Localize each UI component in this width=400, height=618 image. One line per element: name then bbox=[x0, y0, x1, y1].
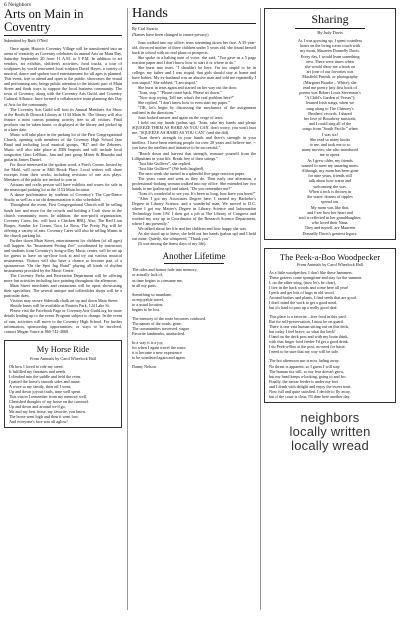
poem-stanza bbox=[132, 292, 256, 312]
poem-line: Brothers' records, I shared bbox=[308, 110, 352, 116]
poem-line: for nine years, friends still bbox=[308, 173, 352, 179]
poem-line: These grazers come springtime and stay for the summer. bbox=[269, 274, 363, 280]
poem-stanza bbox=[132, 316, 256, 336]
paragraph: "Just like Gulliver!" (We both laughed). bbox=[138, 165, 205, 171]
poem-line: to be wondered again and again. bbox=[132, 355, 186, 361]
poem-line: the water, dozens of ripples bbox=[307, 194, 353, 200]
poem-line: her love of Broadway musicals, bbox=[303, 116, 357, 122]
poem-line: with that finger food feeder I'd get a good drink. bbox=[269, 339, 349, 345]
poem-line: I live in the back woods and come here all year! bbox=[269, 284, 349, 290]
paragraph: We talked about her life and her children and how happy she was. bbox=[138, 226, 248, 232]
poem-line: as enjoyable travel, bbox=[132, 296, 165, 302]
paragraph: (It was among the finest days of my life). bbox=[138, 241, 207, 247]
tagline-line: locally wread bbox=[291, 437, 369, 453]
poem-line: but it's hard to pass up a really good deal. bbox=[269, 305, 338, 311]
poem-line: Cherished thoughts of my horse on the carousel. bbox=[9, 399, 90, 404]
poem-line: I land on the deck post and with my brain think, bbox=[269, 334, 349, 340]
paragraph: "Joan it's wonderful to see you. It's been so long, how have you been?" bbox=[138, 190, 256, 196]
article-body-arts bbox=[4, 46, 122, 334]
paragraph: The next week she turned in a splendid five-page reaction paper. bbox=[138, 170, 245, 176]
poem-box-horse bbox=[4, 340, 122, 429]
poem-line: The communities traversed, vague. bbox=[132, 325, 191, 331]
paragraph: As she stood up to leave, she held out her hands (palms up) and I held out mine. Quietly, she whispered, "Thank you". bbox=[132, 231, 256, 242]
paragraph: Main Street merchants and restaurants will be open, showcasing their specialties. The several antique and collectibles shops will be a particular draw. bbox=[4, 283, 122, 299]
subtitle-hands: (Names have been changed to insure privacy) bbox=[132, 31, 209, 37]
poem-line: The memory of the route becomes confused. bbox=[132, 315, 206, 321]
paragraph: A dance performance by students of Coventry's The Can-Dance Studio as well as a tai chi demonstration is also scheduled. bbox=[4, 192, 122, 203]
poem-line: and I drink with delight and enjoy the sweet treat. bbox=[269, 383, 352, 389]
poem-another-lifetime bbox=[132, 251, 256, 369]
poem-line: (Margaret Bourke – White); she bbox=[303, 79, 357, 85]
poem-line: The horse went high and then it went low, bbox=[9, 414, 79, 420]
paragraph: The Coventry Arts Guild will host its Annual Members Art Show at the Booth & Dimock Library at 1134 Main St. The library will also feature a mini canvas painting activity free to all visitors. Final products can be taken home, or displayed at the library and picked up at a later date. bbox=[4, 106, 122, 132]
poem-line: My mom was like that, bbox=[310, 204, 350, 210]
poem-line: welcoming she was. bbox=[313, 183, 347, 189]
poem-line: As I was growing up, I spent countless bbox=[297, 38, 363, 43]
paragraph: Artisans and crafts person will have exhibits and wares for sale in the municipal parking lot at the 1153 Main location. bbox=[4, 182, 122, 193]
poem-line: my mom, Maureen Donnelly Davis. bbox=[300, 48, 360, 54]
poem-title-lifetime: Another Lifetime bbox=[162, 251, 226, 262]
poem-line: it is become a new experience bbox=[132, 350, 182, 356]
poem-line: I, on the other wing, (now let's be clear), bbox=[269, 279, 337, 285]
poem-line: I need to be sure that my way will be safe. bbox=[269, 349, 340, 355]
poem-line: Although, my mom has been gone bbox=[301, 168, 359, 174]
poem-line: This vision I remember from my memory well, bbox=[9, 393, 88, 399]
poem-line: It fulfilled my fantasies and needs. bbox=[9, 368, 67, 374]
poem-line: new. There were times when bbox=[306, 58, 354, 64]
poem-line: As I grew older, my friends bbox=[307, 157, 353, 163]
byline-hands: By Carl Swartz bbox=[132, 25, 158, 31]
poem-box-woodpecker bbox=[264, 248, 396, 403]
poem-line: Up and down and around we'd go, bbox=[9, 404, 66, 410]
poem-line: spread out. bbox=[320, 199, 340, 205]
paragraph: I held out my hands (palms up). "Joan, take my hands and please SQUEEZE THEM AS HARD AS YOU CAN. don't worry, you won't hurt me. "SQUEEZE AS HARD AS YOU CAN" (and she did). bbox=[132, 120, 256, 136]
poem-line: poems was Robert Louis Stevenson's bbox=[299, 90, 361, 96]
poem-line: to me, and took me to so bbox=[309, 142, 351, 148]
poem-line: There is one vast human sitting out on this deck, bbox=[269, 324, 350, 330]
title-rule bbox=[4, 35, 122, 36]
paragraph: The Coventry Parks and Recreation Department will be offering more fun activities including face painting throughout the afternoon. bbox=[4, 273, 122, 284]
paragraph: Throughout the event, First Congregational Church will be selling funds fare and more for the crowds and holding a Craft show in the church community room. In addition, the non-profit organization, Coventry Cares, Inc. will host a Chicken BBQ. Also, The Red Lion Burger, Sundae Ice Cream, Taco La Rosa, The Pretty Pig will be offering a variety of eats. Coventry Cares will also be selling Mums in the church parking lot. bbox=[4, 202, 122, 238]
tagline-block bbox=[264, 411, 396, 453]
byline-sharing: By Judy Davis bbox=[317, 30, 343, 35]
poem-line: art (one of our favorites was bbox=[306, 69, 354, 75]
poem-box-sharing bbox=[264, 8, 396, 240]
paragraph: She spoke in a halting tone of voice, she said, "You gave us a 5 page reaction paper and I don't know how to start it or where to do." bbox=[132, 54, 256, 65]
poem-line: hours on the living room couch with bbox=[299, 43, 361, 49]
poem-line: Donnelly Davis's greatest legacy. bbox=[302, 230, 358, 236]
poem-line: or actually lack of, bbox=[132, 272, 164, 278]
byline-woodpecker: From Animals by Carol Wheelock Hall bbox=[297, 261, 363, 267]
poem-line: The human sits still, so my fear doesn't grow, bbox=[269, 368, 344, 374]
poem-line: to a usual location, bbox=[132, 301, 164, 307]
poem-line: The rides and humor fade into memory, bbox=[132, 267, 198, 273]
paragraph: She burst into tears. "I shouldn't be here. I'm too stupid to be in college; my father and I was stupid, that girls should stay at home and have babies. My ex-husband was an abusive man and told me repeatedly I was stupid." She sobbed, "I am stupid." bbox=[132, 64, 256, 85]
poem-line: learned Irish songs, when we bbox=[305, 100, 355, 106]
poem-line: She read so many books bbox=[309, 136, 351, 142]
poem-body-horse bbox=[9, 364, 117, 425]
poem-line: soul is reflected in her granddaughter, bbox=[298, 214, 362, 220]
poem-line: Maxfield Parrish, or photography bbox=[302, 74, 358, 80]
poem-line: I do Peek-a-Boo at the post, no need for haste. bbox=[269, 344, 346, 350]
poem-line: As a little woodpecker, I don't like these hammers. bbox=[269, 269, 353, 275]
poem-line: me to opera. bbox=[319, 152, 341, 158]
poem-line: in all my parts. bbox=[132, 282, 157, 288]
paragraph: Visitors may secure Sidewalk chalk art up and down Main Street. bbox=[10, 298, 119, 304]
tagline-line: neighbors bbox=[300, 409, 360, 425]
poem-line: sang along to The Chancey's bbox=[306, 105, 354, 111]
poem-line: talk about how warm and bbox=[308, 178, 352, 184]
paragraph: "Reach down and harvest that strength, reassure yourself from the Lilliputians in your life. Break free of their strings." bbox=[132, 150, 256, 161]
byline-arts: Submitted by Ruth O'Neil bbox=[4, 38, 48, 43]
poem-line: "A Child's Garden of Verses"); bbox=[304, 95, 356, 101]
paragraph: Shuttle buses will be available at Patriots Park, 124 Lake St. bbox=[10, 303, 110, 309]
title-rule bbox=[132, 23, 256, 24]
tagline-line: locally written bbox=[289, 423, 371, 439]
poem-line: but my head keeps a-looking, going to and fro. bbox=[269, 373, 347, 379]
poem-line: No threat is apparent, so I guess I will stay. bbox=[269, 363, 341, 369]
poem-line: Favorite landmarks, unattached. bbox=[132, 330, 186, 336]
poem-title-sharing: Sharing bbox=[311, 12, 349, 26]
poem-line: Finally, the nectar feeder is under my feet bbox=[269, 378, 338, 384]
poem-line: as time begins to consume me, bbox=[132, 277, 183, 283]
poem-title-horse: My Horse Ride bbox=[36, 343, 90, 354]
poem-author-lifetime: Danny Nelson bbox=[132, 364, 156, 370]
paragraph: "Now stop crying. Tell me, what's the real problem here?" bbox=[138, 95, 235, 101]
article-body-hands bbox=[132, 40, 256, 247]
poem-line: Now full and quite satisfied, I decide to fly away, bbox=[269, 388, 351, 394]
poem-line: This place is a favorite....free food in this yard. bbox=[269, 314, 347, 320]
paragraph: "Just like Gulliver", she replied. bbox=[138, 160, 192, 166]
paragraph: "OK, let's begin by discussing the mechanics of the assignment outlined in the directions." bbox=[132, 105, 256, 116]
column-left bbox=[4, 8, 122, 618]
poem-line: Around bushes and plants, I find seeds that are good. bbox=[269, 294, 357, 300]
paragraph: "After I got my Associates Degree here, I earned my Bachelor's Degree in Library Science, and a wonderful man. We moved to D.C. where I got my Master's Degree in Library Science and Information Technology from GW. I then got a job at The Library of Congress and worked my way up to Coordinator of the Research Science Department, where I am presently." bbox=[132, 195, 256, 227]
column-divider bbox=[127, 8, 128, 610]
title-rule bbox=[164, 263, 224, 264]
poem-stanza bbox=[132, 340, 256, 360]
poem-line: But for self-preservation, I must be on guard. bbox=[269, 319, 344, 325]
poem-line: and I see how her heart and bbox=[307, 209, 353, 215]
paragraph: She replied, "I don't know how to even start my paper." bbox=[138, 100, 230, 106]
paragraph: For those interested in the spoken word, a Poet's Corner, hosted by Joe Mohl, will occur at Mill Brook Place. Local writers will share excerpts from their works, including revisions of one acts plays. Members of the public are invited to join in. bbox=[4, 162, 122, 183]
poem-line: In a way it is a joy, bbox=[132, 339, 164, 345]
paragraph: The years came and went as they do. Then early one afternoon, a professional-looking woman walked into my office. She extended her two hands to me (palms up) and asked, "Do you remember me?" bbox=[132, 175, 256, 191]
poem-line: wanted to meet my amazing mom. bbox=[301, 162, 359, 168]
poem-line: I climbed into the saddle and held the reins. bbox=[9, 373, 82, 379]
paragraph: "Joan there's strength in your hands and there's strength in your intellect. I have been meeting people for over 20 years and believe me, -- you have the intellect and initiative to be successful." bbox=[132, 135, 256, 151]
poem-byline-horse: From Animals by Carol Wheelock Hall bbox=[30, 355, 96, 361]
poem-line: Up and down joyous trails, time well spent. bbox=[9, 388, 82, 394]
poem-line: And everyone's face was all aglow! bbox=[9, 419, 68, 425]
poem-line: begins to be lost. bbox=[132, 306, 161, 312]
column-divider bbox=[260, 8, 261, 610]
poem-line: she would show me a book on bbox=[304, 64, 356, 70]
poem-line: read me poetry (my first book of bbox=[302, 84, 358, 90]
poem-line: many movies; she also introduced bbox=[301, 147, 359, 153]
column-middle bbox=[132, 8, 256, 618]
paragraph: Music will take place in the parking lot of the First Congregational Church, opening with members of the Coventry High School Jazz Band and including local musical groups, "B2" and the Zebones. Music will also take place at JDB Imports and will include local songwriter Gino LeBlanc, Jam and jazz group Mister & Rhumba and guitarist James Daniel. bbox=[4, 131, 122, 163]
poem-line: The hot afternoon sun is now fading away. bbox=[269, 358, 340, 364]
poem-line: When a rock is thrown in bbox=[309, 188, 351, 194]
column-right bbox=[264, 8, 396, 618]
poem-line: Every day, I would learn something bbox=[300, 53, 360, 59]
poem-body-woodpecker bbox=[269, 270, 391, 399]
poem-line: Something so mundane, bbox=[132, 291, 172, 297]
poem-stanza bbox=[132, 267, 256, 287]
poem-line: The names of the roads, gone. bbox=[132, 320, 182, 326]
poem-line: A wave to my family, then off I went, bbox=[9, 383, 72, 389]
poem-line: but today I feel brave, so what the heck! bbox=[269, 329, 336, 335]
poem-line: I peck and get bits of bugs in old wood. bbox=[269, 289, 335, 295]
poem-title-woodpecker: The Peek-a-Boo Woodpecker bbox=[279, 251, 381, 262]
poem-line: Oh how I loved to ride my steed. bbox=[9, 363, 64, 369]
poem-body-sharing bbox=[269, 38, 391, 236]
poem-line: but if the coast is clear, I'll dine here another day. bbox=[269, 393, 351, 399]
poem-line: for when I again travel the route, bbox=[132, 345, 187, 351]
paragraph: Please visit the Facebook Page or CoventryArts-Guild.org for more details leading up to the event. Program subject to change. In the event of rain, activities will move to the Coventry High School. For further information, sponsorship opportunities, or ways to be involved, contact Megan Vance at 860-742-4068. bbox=[4, 308, 122, 334]
poem-line: who loved their Nana. bbox=[311, 220, 349, 226]
poem-line: I patted the horse's smooth sides and mane. bbox=[9, 378, 81, 384]
title-rule bbox=[295, 28, 365, 29]
poem-line: I was six! bbox=[321, 131, 339, 137]
poem-line: songs from "South Pacific" when bbox=[302, 126, 358, 132]
article-title-hands: Hands bbox=[132, 8, 168, 21]
poem-line: I don't mind the work to get a good meal, bbox=[269, 300, 338, 305]
paragraph: Once again, Historic Coventry Village will be transformed into an arena of creativity as Coventry celebrates its annual Arts on Main Day, Saturday September 20 from 11 A.M. to 5 P.M. In addition to art vendors, art exhibits, children's activities, food trucks, a tour of sculptures by world renowned local sculptor David Hayes, a variety of musical, dance and spoken word entertainment for all ages is planned. This event, free to attend and open to the public, showcases the visual and performing arts; brings public attention to the historic part of Main Street and finds ways to support the local business community. The town of Coventry, along with the Coventry Arts Guild, and Coventry Cultural Alliance, have formed a collaborative team planning this Day of Arts for the community. bbox=[4, 46, 122, 107]
paragraph: "Joan, stop." "Please come back. Please sit down." bbox=[138, 89, 222, 95]
poem-body-lifetime bbox=[132, 267, 256, 360]
poem-line: Me and my best horse, my favorite, you know. bbox=[9, 409, 87, 415]
paragraph: Joan looked answer and again on the verge of tears. bbox=[138, 115, 224, 121]
page-number: 6 Neighbors bbox=[4, 2, 32, 8]
paragraph: She burst in tears again and started on her way out the door. bbox=[138, 84, 238, 90]
poem-line: and I could sing all of the bbox=[308, 121, 352, 127]
paragraph: Further down Main Street, entertainment for children (of all ages) will happen. An "Instrument Petting Zoo" coordinated by instructors and students from Coventry's Song-a-Day Music center, will be set up for guests to have an up-close look at and try out various musical instruments. Visitors will also have a chance to become part of a spontaneous "On the Spot Jug Band" playing all kinds of rhythm instruments provided by the Music Center. bbox=[4, 237, 122, 274]
paragraph: Joan walked into my office, tears streaming down her face. A 35-year-old, divorced mother of three children under 5 years old, she found herself back in school with no real plans or prospects. bbox=[132, 39, 256, 55]
article-title-arts: Arts on Main in Coventry bbox=[4, 8, 84, 34]
poem-line: They and myself, are Maureen bbox=[304, 225, 356, 231]
